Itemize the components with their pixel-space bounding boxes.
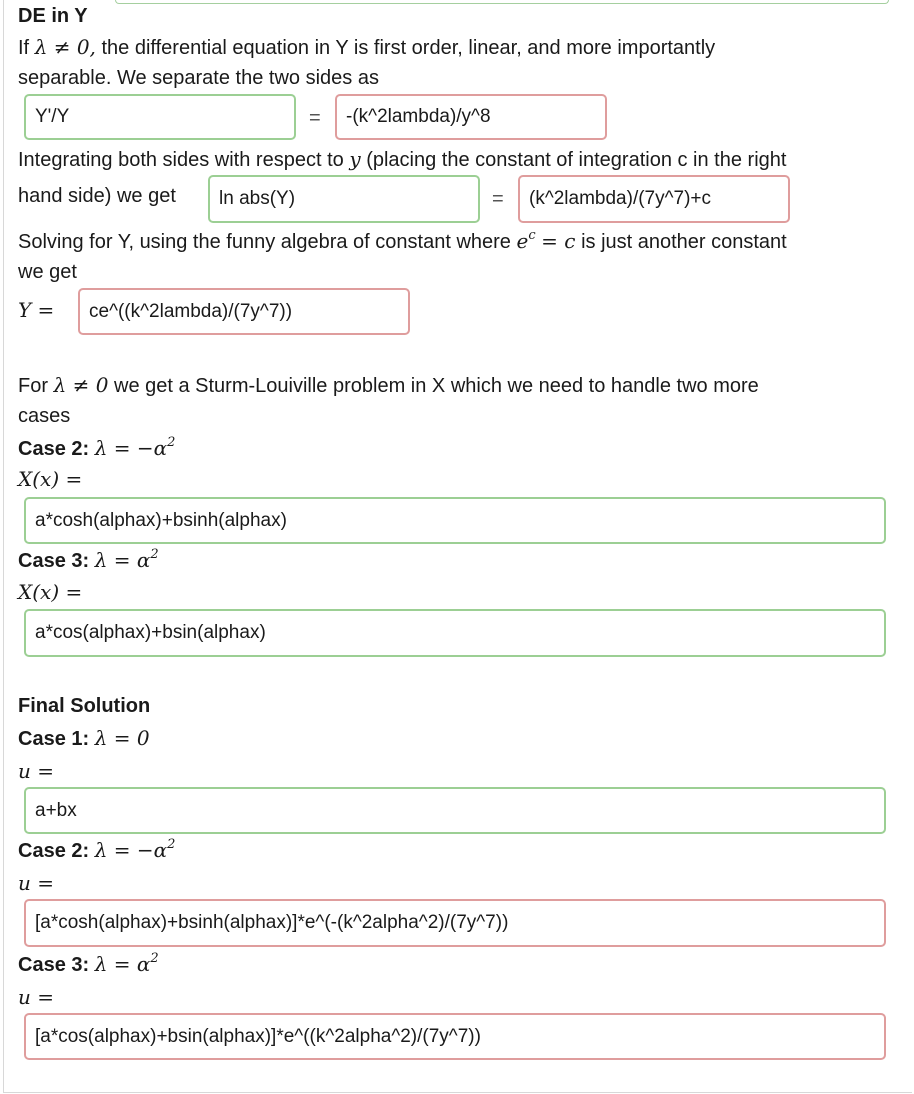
integration-left-input[interactable]: ln abs(Y) — [208, 175, 480, 223]
case2-lhs: X(x) = — [18, 467, 83, 491]
lambda-condition: λ ≠ 0, — [34, 35, 96, 59]
y-solution-input[interactable]: ce^((k^2lambda)/(7y^7)) — [78, 288, 410, 335]
final-case1-heading: Case 1: λ = 0 — [18, 726, 150, 750]
sturm-text: For λ ≠ 0 we get a Sturm-Louiville problem in X which we need to handle two more — [18, 373, 759, 397]
equals-sign: = — [309, 107, 321, 129]
separation-right-input[interactable]: -(k^2lambda)/y^8 — [335, 94, 607, 140]
final-case3-input[interactable]: [a*cos(alphax)+bsin(alphax)]*e^((k^2alpha^2)/(7y^7)) — [24, 1013, 886, 1060]
separation-left-input[interactable]: Y'/Y — [24, 94, 296, 140]
case2-heading: Case 2: $\lambda = -\alpha^2$ — [18, 435, 176, 460]
intro-text: If λ ≠ 0, the differential equation in Y is first order, linear, and more importantly — [18, 35, 716, 59]
sturm-text-line2: cases — [18, 405, 71, 427]
solving-text-line2: we get — [18, 261, 77, 283]
final-case2-heading: Case 2: $\lambda = -\alpha^2$ — [18, 837, 176, 862]
integrating-text: Integrating both sides with respect to y (placing the constant of integration c in the right — [18, 147, 787, 171]
case3-lhs: X(x) = — [18, 580, 83, 604]
case3-x-input[interactable]: a*cos(alphax)+bsin(alphax) — [24, 609, 886, 657]
integrating-text-line2: hand side) we get — [18, 185, 176, 207]
final-case2-lhs: u = — [18, 871, 54, 895]
final-case1-lhs: u = — [18, 759, 54, 783]
final-case3-heading: Case 3: $\lambda = \alpha^2$ — [18, 951, 159, 976]
final-title: Final Solution — [18, 695, 151, 717]
integration-right-input[interactable]: (k^2lambda)/(7y^7)+c — [518, 175, 790, 223]
previous-answer-box-edge — [115, 0, 889, 4]
intro-text-line2: separable. We separate the two sides as — [18, 67, 379, 89]
final-case1-input[interactable]: a+bx — [24, 787, 886, 834]
solving-text: Solving for Y, using the funny algebra of constant where $e^c = c$ is just another constant — [18, 228, 787, 253]
section-title: DE in Y — [18, 5, 88, 27]
equals-sign: = — [492, 188, 504, 210]
final-case2-input[interactable]: [a*cosh(alphax)+bsinh(alphax)]*e^(-(k^2alpha^2)/(7y^7)) — [24, 899, 886, 947]
case3-heading: Case 3: $\lambda = \alpha^2$ — [18, 547, 159, 572]
case2-x-input[interactable]: a*cosh(alphax)+bsinh(alphax) — [24, 497, 886, 544]
y-lhs: Y = — [18, 298, 55, 322]
final-case3-lhs: u = — [18, 985, 54, 1009]
